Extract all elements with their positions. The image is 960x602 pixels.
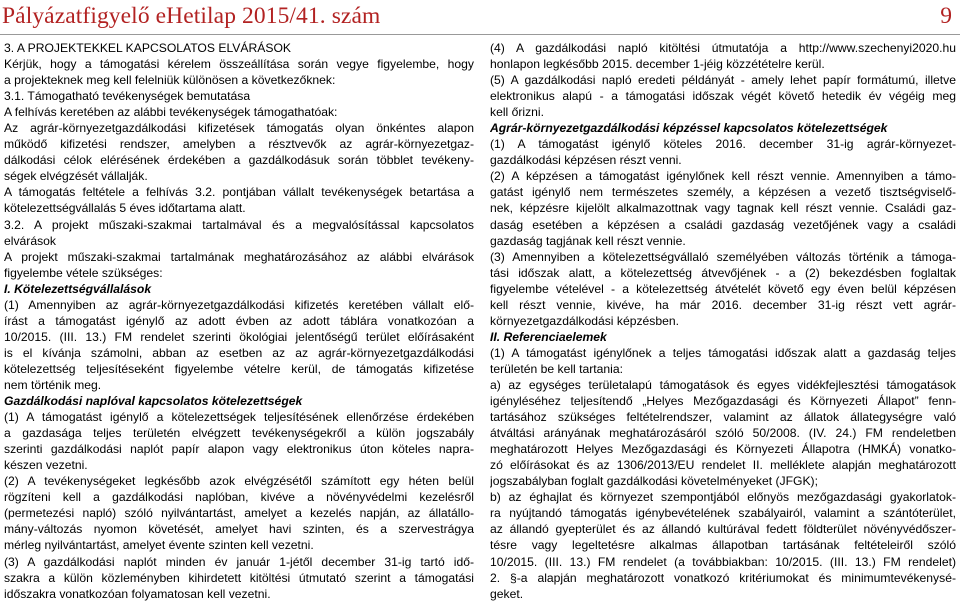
text-line: igényléséhez teljesítendő „Helyes Mezőgazdasági és Környezeti Állapot” fenn- (490, 394, 956, 409)
text-line: (3) Amennyiben a kötelezettségvállaló személyében változás történik a támoga- (490, 249, 956, 264)
text-line: A támogatás feltétele a felhívás 3.2. pontjában vállalt tevékenységek betartása a (4, 185, 474, 200)
text-line: geket. (490, 586, 524, 601)
text-line: környezetgazdálkodási képzésben. (490, 313, 679, 328)
text-line: (1) A támogatást igénylő köteles 2016. december 31-ig agrár-környezet- (490, 137, 956, 152)
text-line: elektronikus alapú - a támogatási időszak végét követő hetedik év végéig meg (490, 89, 956, 104)
text-line: tartásához szükséges feltételrendszer, valamint az állatok állategységre való (490, 410, 956, 425)
text-line: I. Kötelezettségvállalások (4, 281, 152, 296)
text-line: szerinti gazdálkodási naplót papír alapon vagy elektronikus úton köteles napra- (4, 442, 474, 457)
text-line: (1) A támogatást igénylő a kötelezettségek teljesítésének ellenőrzése érdekében (4, 410, 474, 425)
text-line: nem történik meg. (4, 377, 102, 392)
page-header (0, 0, 960, 40)
text-line: (4) A gazdálkodási napló kitöltési útmutatója a http://www.szechenyi2020.hu (490, 41, 956, 55)
text-line: (3) A gazdálkodási naplót minden év január 1-jétől december 31-ig tartó idő- (4, 554, 474, 569)
text-line: 2. §-a alapján meghatározott vonatkozó kritériumokat és minimumtevékenysé- (490, 570, 956, 585)
text-line: (permetezési napló) szóló nyilvántartást, amelyet a kezelés napján, az állatállo- (4, 506, 474, 521)
text-line: (5) A gazdálkodási napló eredeti példányát - amely lehet papír formátumú, illetve (490, 73, 956, 88)
text-line: gatást igénylő nem természetes személy, a képzésen a vezető tisztségviselő- (490, 185, 956, 200)
text-line: ra nyújtandó támogatás igénybevételének szabályairól, valamint a szántóterület, (490, 506, 956, 521)
text-line: 3.2. A projekt műszaki-szakmai tartalmával és a megvalósítással kapcsolatos (4, 217, 474, 232)
header-divider (0, 34, 960, 35)
text-line: A felhívás keretében az alábbi tevékenységek támogathatóak: (4, 105, 338, 120)
text-line: Agrár-környezetgazdálkodási képzéssel kapcsolatos kötelezettségek (490, 121, 888, 136)
page-number: 9 (940, 3, 952, 29)
text-line: figyelembe vétele szükséges: (4, 265, 163, 280)
text-line: készen vezetni. (4, 458, 88, 473)
text-line: tási időszak alatt, a kötelezettség átvevőjének - a (2) bekezdésben foglaltak (490, 265, 956, 280)
text-line: átváltási arányának meghatározásáról szóló 50/2008. (IV. 24.) FM rendeletben (490, 426, 956, 441)
text-line: figyelembe vételével - a kötelezettség átvételét követő egy éven belül képzésen (490, 281, 956, 296)
text-line: ségek elvégzését vállalják. (4, 169, 148, 184)
text-line: tésre vagy legeltetésre alkalmas állapotban tartásának feltételeiről szóló (490, 538, 956, 553)
text-line: zó előírásokat és az 1306/2013/EU rendelet II. melléklete alapján meghatározott (490, 458, 956, 473)
text-line: a projekteknek meg kell felelniük különösen a következőknek: (4, 73, 336, 88)
text-line: területén be kell tartania: (490, 361, 623, 376)
text-line: daság esetében a képzésen a családi gazdaság vezetőjének vagy a családi (490, 217, 956, 232)
text-line: (1) A támogatást igénylőnek a teljes támogatási időszak alatt a gazdaság teljes (490, 345, 956, 360)
text-line: b) az éghajlat és környezet szempontjából előnyös mezőgazdasági gyakorlatok- (490, 490, 956, 505)
text-line: II. Referenciaelemek (490, 329, 607, 344)
text-line: szakra a külön közleményben kihirdetett kitöltési útmutató szerint a támogatási (4, 570, 474, 585)
text-line: kell őrizni. (490, 105, 544, 120)
text-line: 10/2015. (III. 13.) FM rendelet szerinti ökológiai jelentőségű terület előírásaként (4, 329, 474, 344)
text-line: gazdálkodási képzésen részt venni. (490, 153, 682, 168)
text-line: (2) A tevékenységeket legkésőbb azok elvégzésétől számított egy héten belül (4, 474, 474, 489)
text-line: mány-változás nyomon követését, amelyet havi szinten, és a szervestrágya (4, 522, 474, 537)
right-column (490, 40, 956, 602)
text-line: a gazdasága teljes területén elvégzett tevékenységekről a külön jogszabály (4, 426, 474, 441)
text-line: írást a támogatást igénylő az adott évben az adott táblára vonatkozóan a (4, 313, 474, 328)
text-line: gazdaság tagjának kell részt vennie. (490, 233, 686, 248)
page-title: Pályázatfigyelő eHetilap 2015/41. szám (2, 3, 381, 29)
left-column (4, 40, 474, 602)
text-line: kötelezettség teljesítéseként figyelembe vételre kerül, de támogatás kifizetése (4, 361, 474, 376)
text-line: (1) Amennyiben az agrár-környezetgazdálkodási kifizetés keretében vállalt elő- (4, 297, 474, 312)
text-line: nek, képzésre kijelölt alkalmazottnak vagy tagnak kell részt vennie. Családi gaz- (490, 201, 956, 216)
text-line: is el kívánja számolni, abban az esetben az az agrár-környezetgazdálkodási (4, 345, 474, 360)
text-line: kötelezettségvállalás 5 éves időtartama alatt. (4, 201, 246, 216)
text-line: az állandó gyepterület és az állandó kultúrával fedett földterület növényvédőszer- (490, 522, 956, 537)
text-line: (2) A képzésen a támogatást igénylőnek kell részt vennie. Amennyiben a támo- (490, 169, 956, 184)
text-line: Gazdálkodási naplóval kapcsolatos kötelezettségek (4, 394, 303, 409)
text-line: dálkodási célok elérésének érdekében a gazdálkodásuk során többlet tevékeny- (4, 153, 474, 168)
text-line: Kérjük, hogy a támogatási kérelem összeállítása során vegye figyelembe, hogy (4, 57, 474, 72)
text-line: A projekt műszaki-szakmai tartalmának meghatározásához az alábbi elvárások (4, 249, 474, 264)
text-line: elvárások (4, 233, 56, 248)
text-line: 10/2015. (III. 13.) FM rendelet (a továbbiakban: 10/2015. (III. 13.) FM rendelet) (490, 554, 956, 569)
text-line: rögzíteni kell a gazdálkodási naplóban, kivéve a növényvédelmi kezelésről (4, 490, 474, 505)
text-line: jogszabályban foglalt gazdálkodási követelményeket (JFGK); (490, 474, 818, 489)
text-line: honlapon legkésőbb 2015. december 1-jéig közzétételre kerül. (490, 57, 825, 72)
text-line: mérleg nyilvántartást, amelyet évente szinten kell vezetni. (4, 538, 314, 553)
text-line: meghatározott Helyes Mezőgazdasági és Környezeti Állapotra (HMKÁ) vonatko- (490, 442, 956, 457)
text-line: 3. A PROJEKTEKKEL KAPCSOLATOS ELVÁRÁSOK (4, 41, 291, 55)
text-line: Az agrár-környezetgazdálkodási kifizetések támogatás olyan önkéntes alapon (4, 121, 474, 136)
text-line: működő kifizetési rendszer, amelyben a résztvevők az agrár-környezetgaz- (4, 137, 474, 152)
text-line: a) az egységes területalapú támogatások és egyes vidékfejlesztési támogatások (490, 377, 956, 392)
text-line: kell részt vennie, kivéve, ha már 2016. december 31-ig részt vett agrár- (490, 297, 956, 312)
text-line: 3.1. Támogatható tevékenységek bemutatása (4, 89, 251, 104)
text-line: időszakra vonatkozóan folyamatosan kell vezetni. (4, 586, 271, 601)
